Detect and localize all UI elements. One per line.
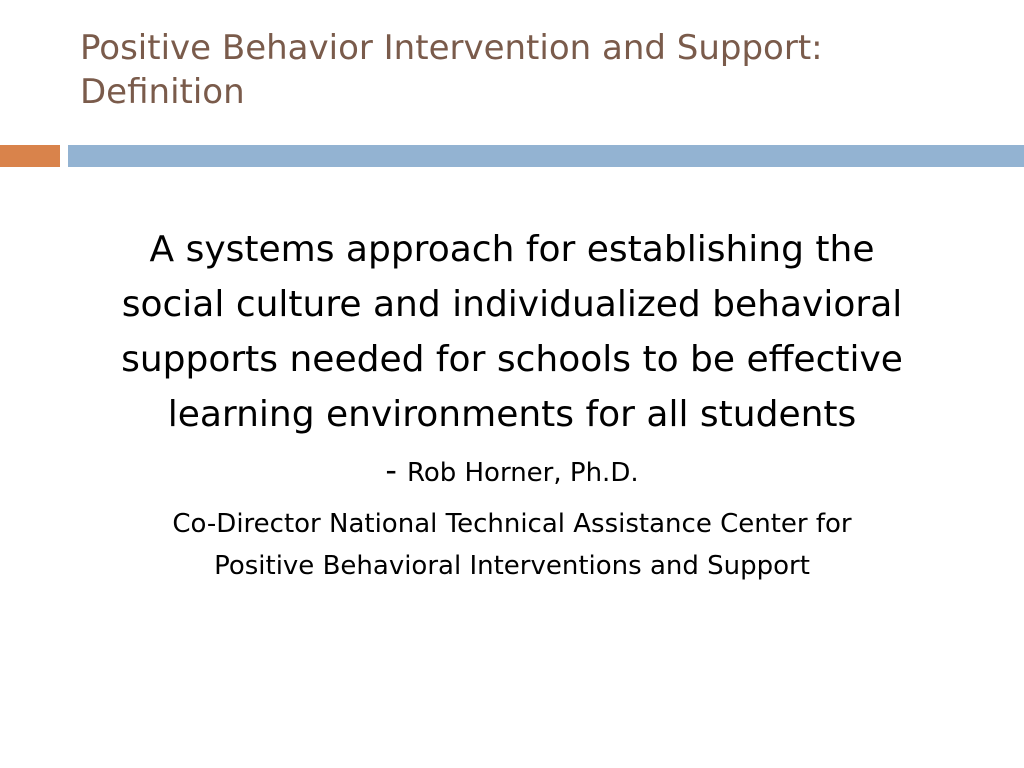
author-affiliation xyxy=(40,503,984,587)
definition-line: supports needed for schools to be effective xyxy=(121,339,903,380)
definition-line: A systems approach for establishing the xyxy=(149,229,875,270)
slide-title xyxy=(80,26,980,114)
attribution xyxy=(40,451,984,489)
definition-line: learning environments for all students xyxy=(167,394,857,435)
accent-bar-blue xyxy=(68,145,1024,167)
accent-bar-orange xyxy=(0,145,60,167)
title-line: Definition xyxy=(80,72,245,112)
author-name: Rob Horner, Ph.D. xyxy=(406,458,639,488)
definition-line: social culture and individualized behavioral xyxy=(121,284,903,325)
slide-body xyxy=(40,222,984,587)
affiliation-line: Positive Behavioral Interventions and Support xyxy=(214,551,810,581)
definition-text xyxy=(40,222,984,442)
title-line: Positive Behavior Intervention and Support: xyxy=(80,28,823,68)
attribution-dash: - xyxy=(385,451,397,489)
affiliation-line: Co-Director National Technical Assistance Center for xyxy=(172,509,852,539)
